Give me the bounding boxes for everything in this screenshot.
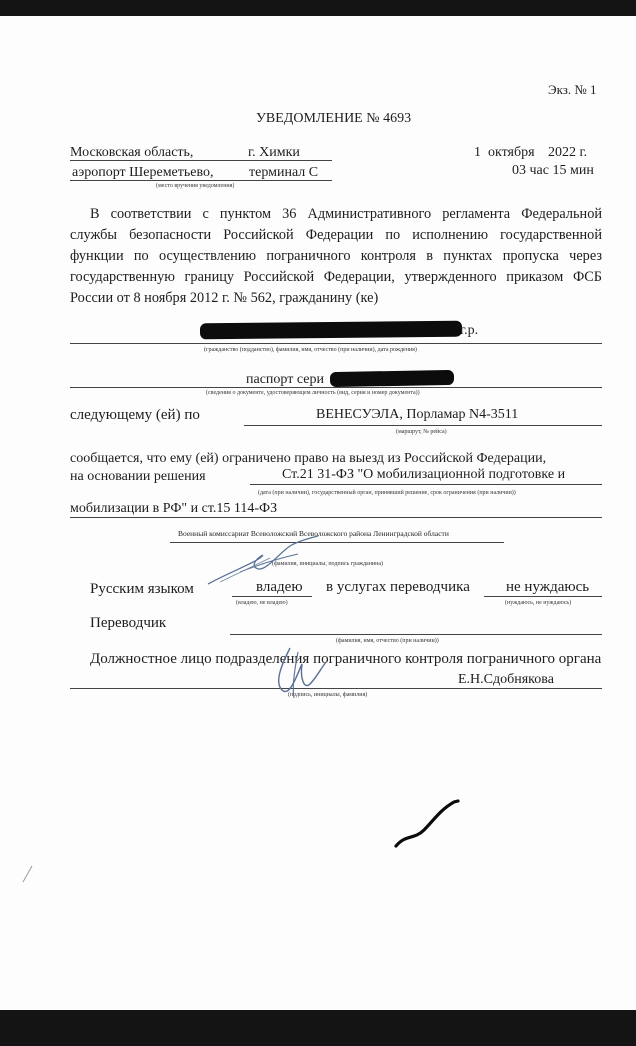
route-label: следующему (ей) по [70,407,200,423]
copy-number: Экз. № 1 [548,82,597,97]
restriction-line-3: мобилизации в РФ" и ст.15 114-ФЗ [70,501,278,516]
date-year: 2022 г. [548,145,588,160]
pen-stroke-mark [392,796,464,850]
paragraph-line: государственную границу Российской Федерации, утвержденного приказом ФСБ [70,269,602,285]
location-terminal: терминал С [249,165,319,180]
paragraph-line: службы безопасности Российской Федерации по исполнению государственной [70,227,602,243]
bottom-dark-border [0,1010,636,1046]
edge-mark [20,856,40,886]
official-label: Должностное лицо подразделения пограничного контроля пограничного органа [90,651,602,667]
route-value: ВЕНЕСУЭЛА, Порламар N4-3511 [316,407,519,422]
top-dark-border [0,0,636,16]
language-value: владею [256,579,303,595]
passport-caption: (сведения о документе, удостоверяющем личность (вид, серия и номер документа)) [206,390,420,396]
translator-label: Переводчик [90,615,167,631]
passport-text: паспорт сери [246,372,324,387]
location-line-2 [70,180,332,181]
location-caption: (место вручения уведомления) [156,183,235,189]
restriction-line-3-underline [70,517,602,518]
language-value-caption: (владею, не владею) [236,600,288,606]
language-label: Русским языком [90,581,194,597]
interpreter-value: не нуждаюсь [506,579,590,595]
interpreter-caption: (нуждаюсь, не нуждаюсь) [505,600,572,606]
location-line-1 [70,160,332,161]
route-line [244,425,602,426]
paragraph-line: В соответствии с пунктом 36 Административного регламента Федеральной [90,206,602,222]
date-day: 1 [474,145,481,160]
date-month: октября [488,145,535,160]
redacted-citizen-name [200,321,462,340]
location-city: г. Химки [248,145,300,160]
route-caption: (маршрут, № рейса) [396,429,447,435]
citizen-caption: (гражданство (подданство), фамилия, имя, отчество (при наличии), дата рождения) [204,347,417,353]
translator-line [230,634,602,635]
restriction-basis-line [250,484,602,485]
official-caption: (подпись, инициалы, фамилия) [288,692,368,698]
interpreter-label: в услугах переводчика [326,579,470,595]
location-airport: аэропорт Шереметьево, [72,165,214,180]
official-signature-image [268,642,338,702]
location-region: Московская область, [70,145,194,160]
citizen-line [70,343,602,344]
paragraph-line: функции по осуществлению пограничного контроля в пунктах пропуска через [70,248,602,264]
paragraph-line: России от 8 ноября 2012 г. № 562, гражданину (ке) [70,290,379,306]
interpreter-value-line [484,596,602,597]
military-commissariat: Военный комиссариат Всеволожский Всеволожского района Ленинградской области [178,529,449,538]
citizen-birth-suffix: г.р. [460,323,479,338]
restriction-basis-caption: (дата (при наличии), государственный орган, принявший решение, срок ограничения (при наличии)) [258,490,516,496]
document-title: УВЕДОМЛЕНИЕ № 4693 [256,111,412,126]
translator-caption: (фамилия, имя, отчество (при наличии)) [336,638,439,644]
official-name: Е.Н.Сдобнякова [458,672,554,687]
citizen-signature-caption: (фамилия, инициалы, подпись гражданина) [272,561,384,567]
date-time: 03 час 15 мин [512,163,594,178]
restriction-basis-value: Ст.21 31-ФЗ "О мобилизационной подготовке и [282,467,566,482]
restriction-basis-label: на основании решения [70,469,206,484]
restriction-line-1: сообщается, что ему (ей) ограничено право на выезд из Российской Федерации, [70,451,547,466]
regulation-paragraph [70,204,602,309]
passport-line [70,387,602,388]
redacted-passport-number [330,370,454,387]
language-value-line [232,596,312,597]
document-page [0,16,636,1010]
